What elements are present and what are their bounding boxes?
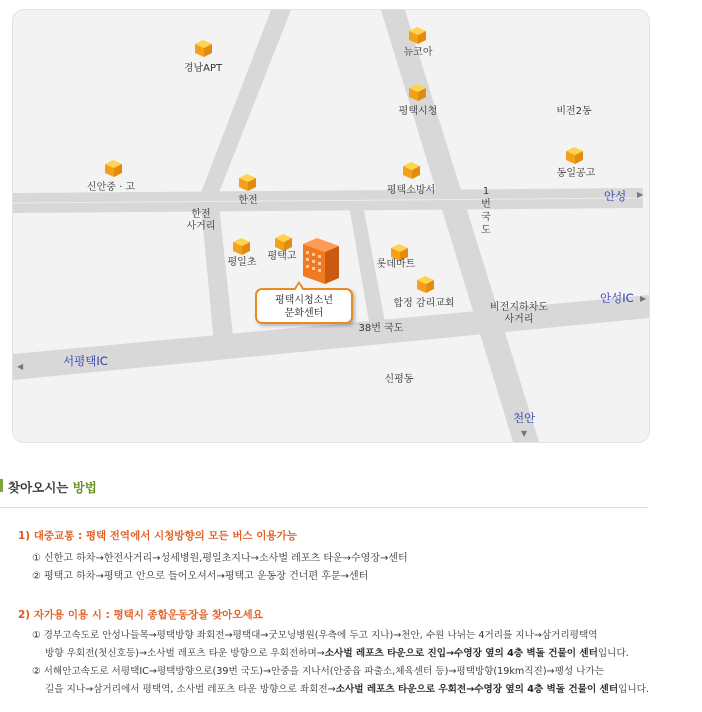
transit-item: ① 신한고 하차→한전사거리→성세병원,평일초지나→소사벌 레포츠 타운→수영장→센터 (32, 553, 408, 564)
arrow-right-icon: ▶ (637, 190, 644, 199)
arrow-down-icon: ▼ (521, 429, 528, 438)
car-item-2-line2: 길을 지나→삼거리에서 평택역, 소사벌 레포츠 타운 방향으로 좌회전→소사벌 레포츠 타운으로 우회전→수영장 옆의 4층 벽돌 건물이 센터입니다. (45, 684, 649, 695)
place-label-lotte-mart: 롯데마트 (376, 259, 416, 270)
place-label-cityhall: 평택시청 (398, 106, 438, 117)
destination-building-icon (303, 238, 339, 284)
building-icon (239, 174, 256, 191)
place-label-fire-station: 평택소방서 (386, 185, 436, 196)
building-icon (409, 27, 426, 44)
building-icon (403, 162, 420, 179)
car-item-1-line1: ① 경부고속도로 안성나들목→평택방향 좌회전→평택대→굿모닝병원(우측에 두고 지나)→천안, 수원 나뉘는 4거리를 지나→삼거리평택역 (32, 630, 598, 641)
car-item-1-line2: 방향 우회전(첫신호등)→소사벌 레포츠 타운 방향으로 우회전하며→소사벌 레포츠 타운으로 진입→수영장 옆의 4층 벽돌 건물이 센터입니다. (45, 648, 629, 659)
section-divider (0, 507, 648, 508)
destination-label: 평택시청소년 문화센터 (275, 295, 333, 319)
arrow-right-icon: ▶ (640, 294, 647, 303)
building-icon (105, 160, 122, 177)
building-icon (409, 84, 426, 101)
direction-label-anseong: 안성 (604, 189, 627, 203)
road-label-route38: 38번 국도 (358, 323, 404, 334)
section-title: 찾아오시는 방법 (8, 480, 97, 495)
direction-label-cheonan: 천안 (513, 411, 536, 425)
building-icon (233, 238, 250, 255)
place-label-hanjeon-junction: 한전 사거리 (186, 209, 216, 232)
building-icon (195, 40, 212, 57)
place-label-bijeon-underpass: 비전지하차도 사거리 (490, 302, 548, 325)
section-marker (0, 479, 3, 492)
place-label-sinan: 신안중 · 고 (86, 182, 136, 193)
place-label-hanjeon: 한전 (238, 195, 258, 206)
place-label-bijeon2: 비전2동 (556, 106, 592, 117)
road-label-route1: 1번국도 (481, 186, 491, 236)
place-label-gyeongnam-apt: 경남APT (183, 63, 223, 74)
car-item-2-line1: ② 서해안고속도로 서평택IC→평택방향으로(39번 국도)→안중을 지나서(안중읍 파출소,체육센터 등)→평택방향(19km직진)→팽성 나가는 (32, 666, 604, 677)
direction-label-seopyeongtaek-ic: 서평택IC (63, 354, 108, 368)
building-icon (417, 276, 434, 293)
place-label-dongil: 동일공고 (556, 168, 596, 179)
location-map (12, 9, 650, 443)
direction-label-anseong-ic: 안성IC (600, 291, 634, 305)
transit-item: ② 평택고 하차→평택고 안으로 들어오셔서→평택고 운동장 건너편 후문→센터 (32, 571, 369, 582)
place-label-hapjeong-church: 합정 감리교회 (393, 298, 455, 309)
arrow-left-icon: ◀ (17, 362, 24, 371)
place-label-sinpyeong: 신평동 (384, 374, 414, 385)
destination-callout (255, 288, 353, 324)
transit-heading: 1) 대중교통 : 평택 전역에서 시청방향의 모든 버스 이용가능 (18, 530, 297, 542)
car-heading: 2) 자가용 이용 시 : 평택시 종합운동장을 찾아오세요 (18, 609, 263, 621)
place-label-newcore: 뉴코아 (403, 47, 433, 58)
place-label-pyeongil: 평일초 (227, 257, 257, 268)
place-label-pyeongtaek-high: 평택고 (267, 251, 297, 262)
building-icon (275, 234, 292, 251)
map-roads (13, 10, 649, 442)
building-icon (566, 147, 583, 164)
